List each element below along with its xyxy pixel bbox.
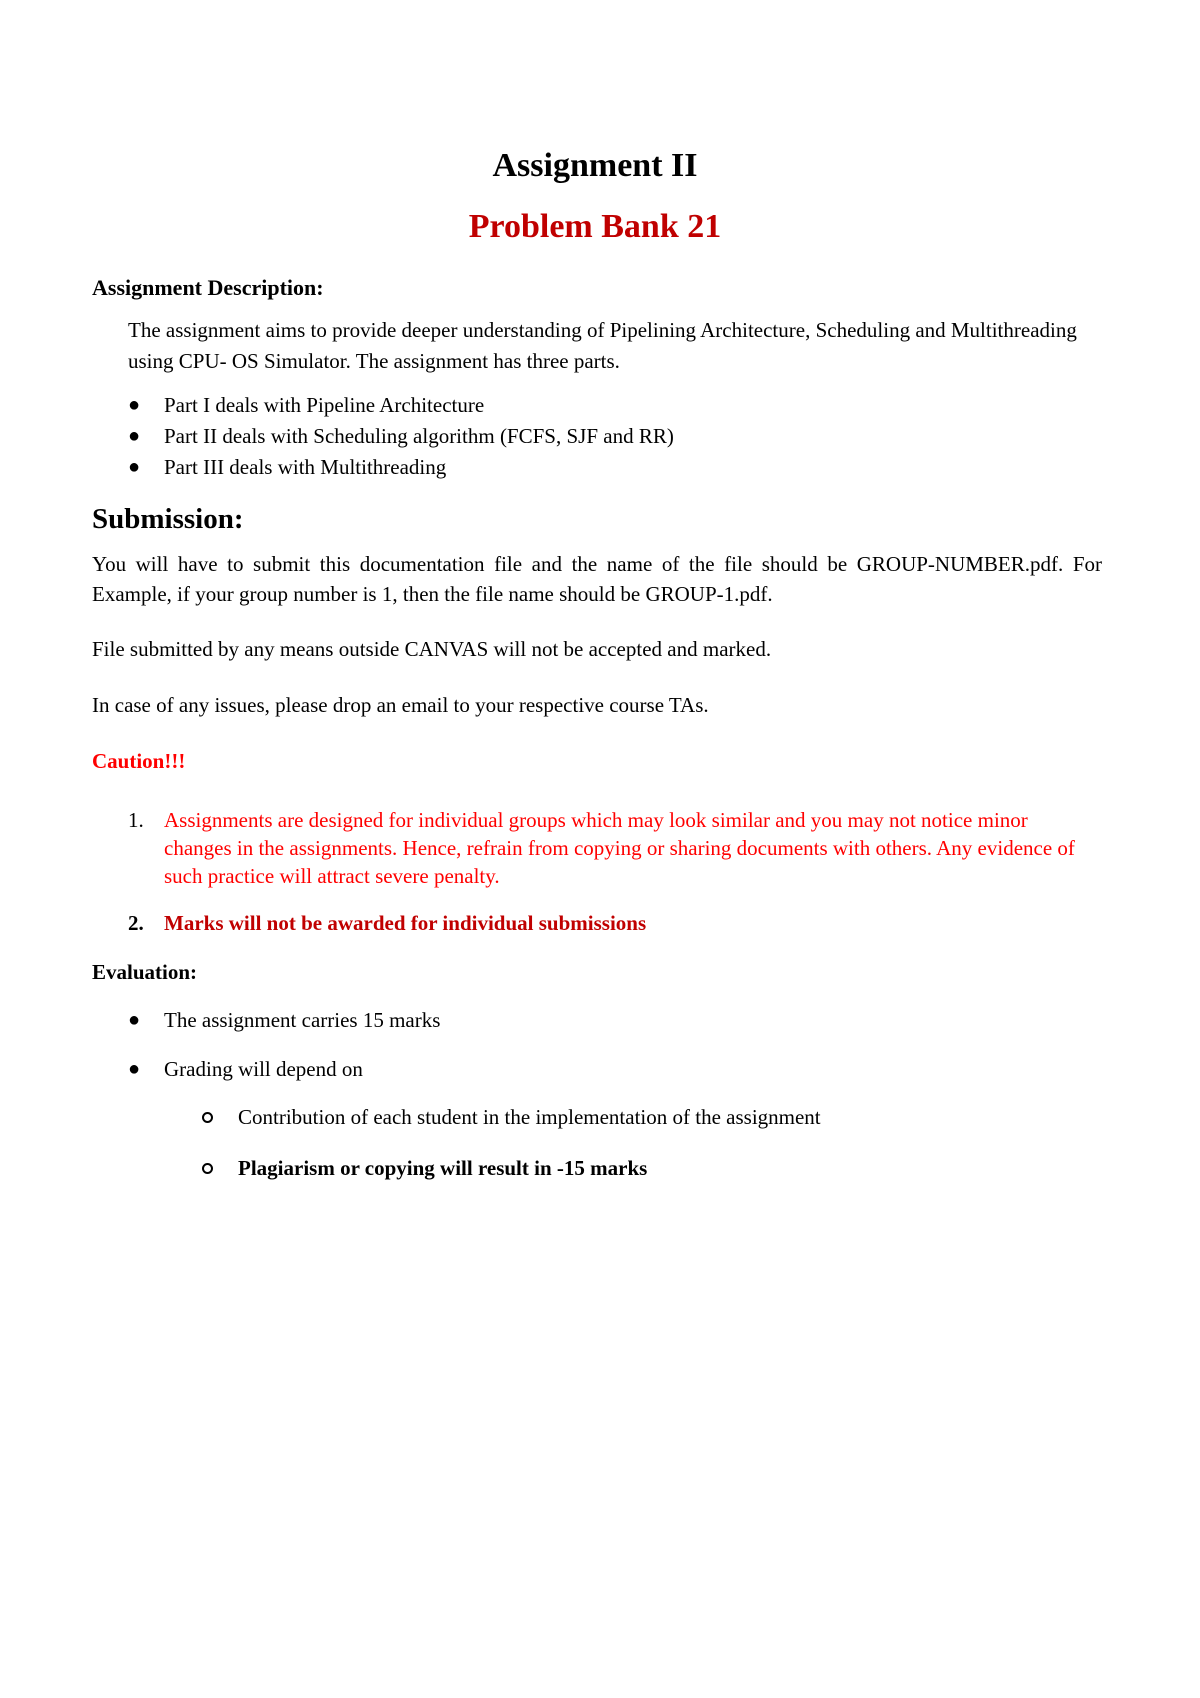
caution-list-2 <box>128 909 1078 937</box>
bullet-icon: ● <box>128 394 141 416</box>
caution-heading: Caution!!! <box>92 749 186 773</box>
list-item: Contribution of each student in the implementation of the assignment <box>202 1103 821 1131</box>
caution-list <box>128 806 1078 890</box>
parts-list <box>128 390 674 483</box>
list-number: 1. <box>128 808 144 832</box>
page-title: Assignment II <box>492 147 698 184</box>
canvas-paragraph: File submitted by any means outside CANVAS will not be accepted and marked. <box>92 637 772 661</box>
submission-paragraph: You will have to submit this documentation file and the name of the file should be GROUP-NUMBER.pdf. For Example, if your group number is 1, then the file name should be GROUP-1.pdf. <box>92 552 1102 606</box>
submission-heading: Submission: <box>92 503 244 535</box>
list-item: ● Part I deals with Pipeline Architecture <box>128 390 674 421</box>
list-item: 1. Assignments are designed for individual groups which may look similar and you may not notice minor changes in the assignments. Hence, refrain from copying or sharing documents with others. Any evidence of such practice will attract severe penalty. <box>128 808 1075 888</box>
page-subtitle: Problem Bank 21 <box>468 208 722 245</box>
list-item: ● Grading will depend on <box>128 1057 363 1081</box>
list-item: ● Part II deals with Scheduling algorithm (FCFS, SJF and RR) <box>128 421 674 452</box>
circle-bullet-icon <box>202 1112 213 1123</box>
bullet-icon: ● <box>128 1058 141 1080</box>
evaluation-list <box>128 1006 440 1034</box>
list-item: Plagiarism or copying will result in -15 marks <box>202 1154 647 1182</box>
list-item: ● Part III deals with Multithreading <box>128 452 674 483</box>
list-number: 2. <box>128 911 144 935</box>
description-heading: Assignment Description: <box>92 275 324 300</box>
bullet-icon: ● <box>128 1009 141 1031</box>
grading-sublist <box>202 1103 821 1131</box>
list-item: ● The assignment carries 15 marks <box>128 1008 441 1032</box>
evaluation-heading: Evaluation: <box>92 960 198 984</box>
circle-bullet-icon <box>202 1163 213 1174</box>
grading-sublist-2 <box>202 1154 647 1182</box>
evaluation-list-2 <box>128 1055 363 1083</box>
description-paragraph: The assignment aims to provide deeper understanding of Pipelining Architecture, Scheduling and Multithreading using CPU- OS Simulator. The assignment has three parts. <box>128 318 1077 373</box>
bullet-icon: ● <box>128 425 141 447</box>
issues-paragraph: In case of any issues, please drop an email to your respective course TAs. <box>92 693 709 717</box>
bullet-icon: ● <box>128 456 141 478</box>
list-item: 2. Marks will not be awarded for individual submissions <box>128 911 647 935</box>
